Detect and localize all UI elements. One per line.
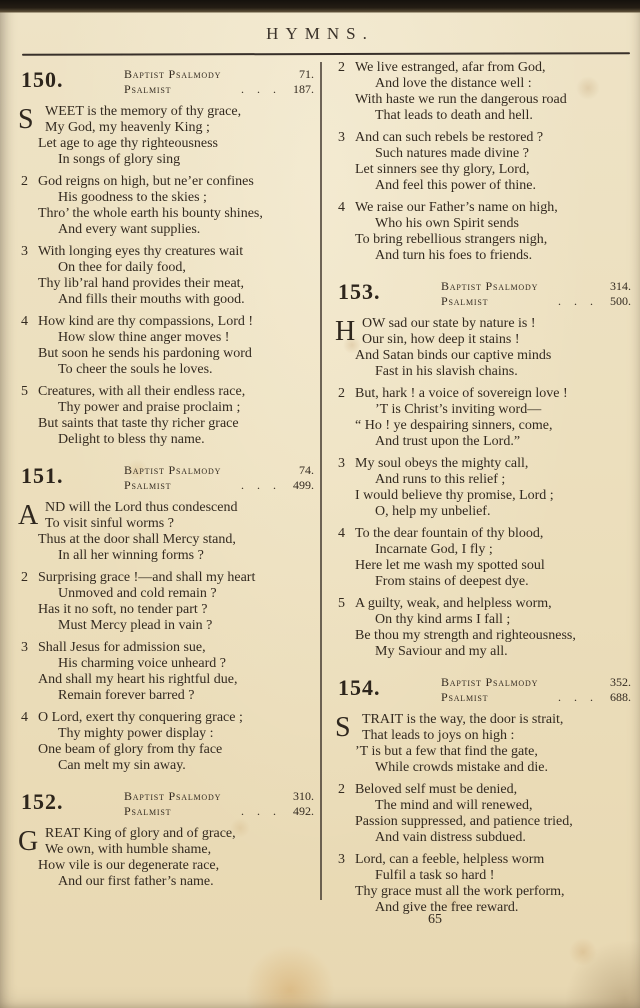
verse-line: God reigns on high, but ne’er confines [38, 174, 254, 189]
verse-line: My Saviour and my all. [375, 644, 508, 659]
hymn-citation [441, 277, 631, 309]
hymn-152-verse-3 [333, 130, 631, 194]
citation-number: 499. [293, 478, 314, 492]
hymn-150-verse-1 [16, 104, 314, 168]
verse-line: That leads to death and hell. [375, 108, 533, 123]
citation-source: Psalmist [441, 294, 489, 308]
citation-dots: . . . [558, 294, 598, 308]
running-head: HYMNS. [266, 24, 374, 43]
verse-line: O Lord, exert thy conquering grace ; [38, 710, 243, 725]
citation-source: Baptist Psalmody [124, 67, 222, 81]
verse-line: And love the distance well : [375, 76, 532, 91]
drop-cap: S [18, 104, 34, 135]
citation-number: 310. [293, 789, 314, 803]
verse-number: 2 [338, 60, 345, 75]
verse-line: And trust upon the Lord.” [375, 434, 521, 449]
verse-line: Let age to age thy righteousness [38, 136, 219, 151]
verse-line: ND will the Lord thus condescend [45, 500, 238, 515]
hymn-151-verse-1 [16, 500, 314, 564]
verse-line: To cheer the souls he loves. [58, 362, 213, 377]
scan-top-edge [0, 0, 640, 13]
verse-line: Delight to bless thy name. [58, 432, 205, 447]
verse-line: And turn his foes to friends. [375, 248, 533, 263]
hymn-154-verse-2 [333, 782, 631, 846]
verse-line: But soon he sends his pardoning word [38, 346, 252, 361]
hymn-153-verse-2 [333, 386, 631, 450]
verse-line: The mind and will renewed, [375, 798, 533, 813]
hymn-152-verse-1 [16, 826, 314, 890]
drop-cap: A [18, 500, 39, 531]
verse-line: ’T is but a few that find the gate, [355, 744, 538, 759]
verse-line: Fast in his slavish chains. [375, 364, 518, 379]
hymn-152-verse-2 [333, 60, 631, 124]
verse-line: Surprising grace !—and shall my heart [38, 570, 256, 585]
verse-line: Unmoved and cold remain ? [58, 586, 217, 601]
verse-line: In songs of glory sing [58, 152, 181, 167]
hymn-152-verse-4 [333, 200, 631, 264]
verse-line: And feel this power of thine. [375, 178, 536, 193]
verse-number: 4 [338, 526, 345, 541]
hymn-153-verse-5 [333, 596, 631, 660]
hymn-151-verse-3 [16, 640, 314, 704]
hymn-152-heading [16, 787, 314, 819]
verse-line: Creatures, with all their endless race, [38, 384, 246, 399]
verse-line: “ Ho ! ye despairing sinners, come, [355, 418, 553, 433]
verse-line: WEET is the memory of thy grace, [45, 104, 242, 119]
hymn-153-heading [333, 277, 631, 309]
verse-line: Thy grace must all the work perform, [355, 884, 565, 899]
hymn-154-verse-1 [333, 712, 631, 776]
citation-source: Baptist Psalmody [124, 463, 222, 477]
citation-source: Baptist Psalmody [124, 789, 222, 803]
verse-line: Fulfil a task so hard ! [375, 868, 495, 883]
hymn-citation [124, 787, 314, 819]
verse-line: While crowds mistake and die. [375, 760, 549, 775]
hymn-number: 154. [338, 675, 381, 700]
citation-number: 71. [299, 67, 314, 81]
verse-line: REAT King of glory and of grace, [45, 826, 236, 841]
verse-line: On thee for daily food, [58, 260, 186, 275]
verse-line: And Satan binds our captive minds [355, 348, 552, 363]
hymn-number: 153. [338, 279, 381, 304]
verse-line: ’T is Christ’s inviting word— [375, 402, 542, 417]
verse-line: Incarnate God, I fly ; [375, 542, 493, 557]
verse-number: 2 [21, 570, 28, 585]
hymn-150-verse-2 [16, 174, 314, 238]
hymn-154-verse-3 [333, 852, 631, 916]
verse-line: Thro’ the whole earth his bounty shines, [38, 206, 263, 221]
hymn-153-verse-1 [333, 316, 631, 380]
citation-source: Baptist Psalmody [441, 675, 539, 689]
verse-number: 3 [338, 130, 345, 145]
verse-line: Thy power and praise proclaim ; [58, 400, 241, 415]
hymn-154-heading [333, 673, 631, 705]
verse-number: 3 [338, 852, 345, 867]
verse-line: Must Mercy plead in vain ? [58, 618, 213, 633]
citation-number: 492. [293, 804, 314, 818]
verse-line: On thy kind arms I fall ; [375, 612, 511, 627]
verse-number: 2 [21, 174, 28, 189]
citation-source: Psalmist [124, 804, 172, 818]
citation-number: 74. [299, 463, 314, 477]
left-column [16, 60, 314, 896]
hymn-151-verse-4 [16, 710, 314, 774]
verse-line: Thus at the door shall Mercy stand, [38, 532, 236, 547]
verse-line: One beam of glory from thy face [38, 742, 223, 757]
verse-line: To visit sinful worms ? [45, 516, 174, 531]
citation-source: Baptist Psalmody [441, 279, 539, 293]
verse-line: Beloved self must be denied, [355, 782, 518, 797]
citation-source: Psalmist [124, 82, 172, 96]
hymn-number: 152. [21, 789, 64, 814]
verse-line: In all her winning forms ? [58, 548, 204, 563]
citation-source: Psalmist [124, 478, 172, 492]
hymn-150-verse-3 [16, 244, 314, 308]
verse-number: 5 [338, 596, 345, 611]
citation-dots: . . . [241, 804, 281, 818]
verse-line: That leads to joys on high : [362, 728, 515, 743]
drop-cap: G [18, 826, 39, 857]
hymn-153-verse-3 [333, 456, 631, 520]
verse-number: 2 [338, 782, 345, 797]
verse-line: Who his own Spirit sends [375, 216, 519, 231]
hymn-citation [124, 461, 314, 493]
verse-line: Let sinners see thy glory, Lord, [355, 162, 530, 177]
hymn-number: 151. [21, 463, 64, 488]
hymn-150-verse-4 [16, 314, 314, 378]
verse-line: TRAIT is the way, the door is strait, [362, 712, 564, 727]
verse-line: His charming voice unheard ? [58, 656, 226, 671]
citation-number: 187. [293, 82, 314, 96]
verse-line: Can melt my sin away. [58, 758, 186, 773]
verse-line: We live estranged, afar from God, [355, 60, 546, 75]
verse-line: How kind are thy compassions, Lord ! [38, 314, 254, 329]
verse-line: And give the free reward. [375, 900, 519, 915]
header-rule [22, 52, 630, 56]
verse-number: 3 [21, 640, 28, 655]
column-divider [320, 62, 322, 900]
hymn-151-heading [16, 461, 314, 493]
citation-dots: . . . [241, 82, 281, 96]
hymn-150-heading [16, 65, 314, 97]
verse-number: 4 [21, 710, 28, 725]
verse-line: Here let me wash my spotted soul [355, 558, 545, 573]
hymn-150-verse-5 [16, 384, 314, 448]
page-number: 65 [428, 912, 442, 927]
citation-number: 688. [610, 690, 631, 704]
verse-number: 3 [21, 244, 28, 259]
verse-line: I would believe thy promise, Lord ; [355, 488, 554, 503]
citation-dots: . . . [241, 478, 281, 492]
hymn-153-verse-4 [333, 526, 631, 590]
hymn-citation [124, 65, 314, 97]
verse-line: O, help my unbelief. [375, 504, 491, 519]
verse-number: 4 [21, 314, 28, 329]
verse-line: With longing eyes thy creatures wait [38, 244, 244, 259]
verse-number: 5 [21, 384, 28, 399]
verse-line: How vile is our degenerate race, [38, 858, 220, 873]
verse-line: A guilty, weak, and helpless worm, [355, 596, 552, 611]
verse-line: How slow thine anger moves ! [58, 330, 230, 345]
verse-line: And can such rebels be restored ? [355, 130, 544, 145]
verse-line: OW sad our state by nature is ! [362, 316, 536, 331]
verse-line: Thy mighty power display : [58, 726, 214, 741]
verse-line: Our sin, how deep it stains ! [362, 332, 520, 347]
verse-line: His goodness to the skies ; [58, 190, 207, 205]
verse-line: Shall Jesus for admission sue, [38, 640, 206, 655]
citation-number: 314. [610, 279, 631, 293]
verse-line: Thy lib’ral hand provides their meat, [38, 276, 245, 291]
verse-line: And vain distress subdued. [375, 830, 526, 845]
hymn-151-verse-2 [16, 570, 314, 634]
drop-cap: H [335, 316, 356, 347]
verse-number: 4 [338, 200, 345, 215]
citation-dots: . . . [558, 690, 598, 704]
verse-line: To the dear fountain of thy blood, [355, 526, 544, 541]
verse-line: And every want supplies. [58, 222, 201, 237]
verse-line: Be thou my strength and righteousness, [355, 628, 576, 643]
citation-number: 500. [610, 294, 631, 308]
hymn-citation [441, 673, 631, 705]
verse-line: Has it no soft, no tender part ? [38, 602, 208, 617]
verse-line: And fills their mouths with good. [58, 292, 245, 307]
verse-line: Remain forever barred ? [58, 688, 195, 703]
verse-line: And runs to this relief ; [375, 472, 506, 487]
hymn-number: 150. [21, 67, 64, 92]
verse-line: Such natures made divine ? [375, 146, 529, 161]
drop-cap: S [335, 712, 351, 743]
verse-number: 3 [338, 456, 345, 471]
verse-line: We own, with humble shame, [45, 842, 212, 857]
citation-source: Psalmist [441, 690, 489, 704]
verse-line: But saints that taste thy richer grace [38, 416, 239, 431]
verse-line: My God, my heavenly King ; [45, 120, 210, 135]
verse-line: And shall my heart his rightful due, [38, 672, 238, 687]
verse-line: My soul obeys the mighty call, [355, 456, 529, 471]
verse-number: 2 [338, 386, 345, 401]
verse-line: Lord, can a feeble, helpless worm [355, 852, 545, 867]
citation-number: 352. [610, 675, 631, 689]
verse-line: From stains of deepest dye. [375, 574, 529, 589]
verse-line: With haste we run the dangerous road [355, 92, 567, 107]
verse-line: We raise our Father’s name on high, [355, 200, 558, 215]
verse-line: And our first father’s name. [58, 874, 214, 889]
verse-line: Passion suppressed, and patience tried, [355, 814, 573, 829]
right-column [333, 60, 631, 922]
verse-line: To bring rebellious strangers nigh, [355, 232, 548, 247]
verse-line: But, hark ! a voice of sovereign love ! [355, 386, 568, 401]
